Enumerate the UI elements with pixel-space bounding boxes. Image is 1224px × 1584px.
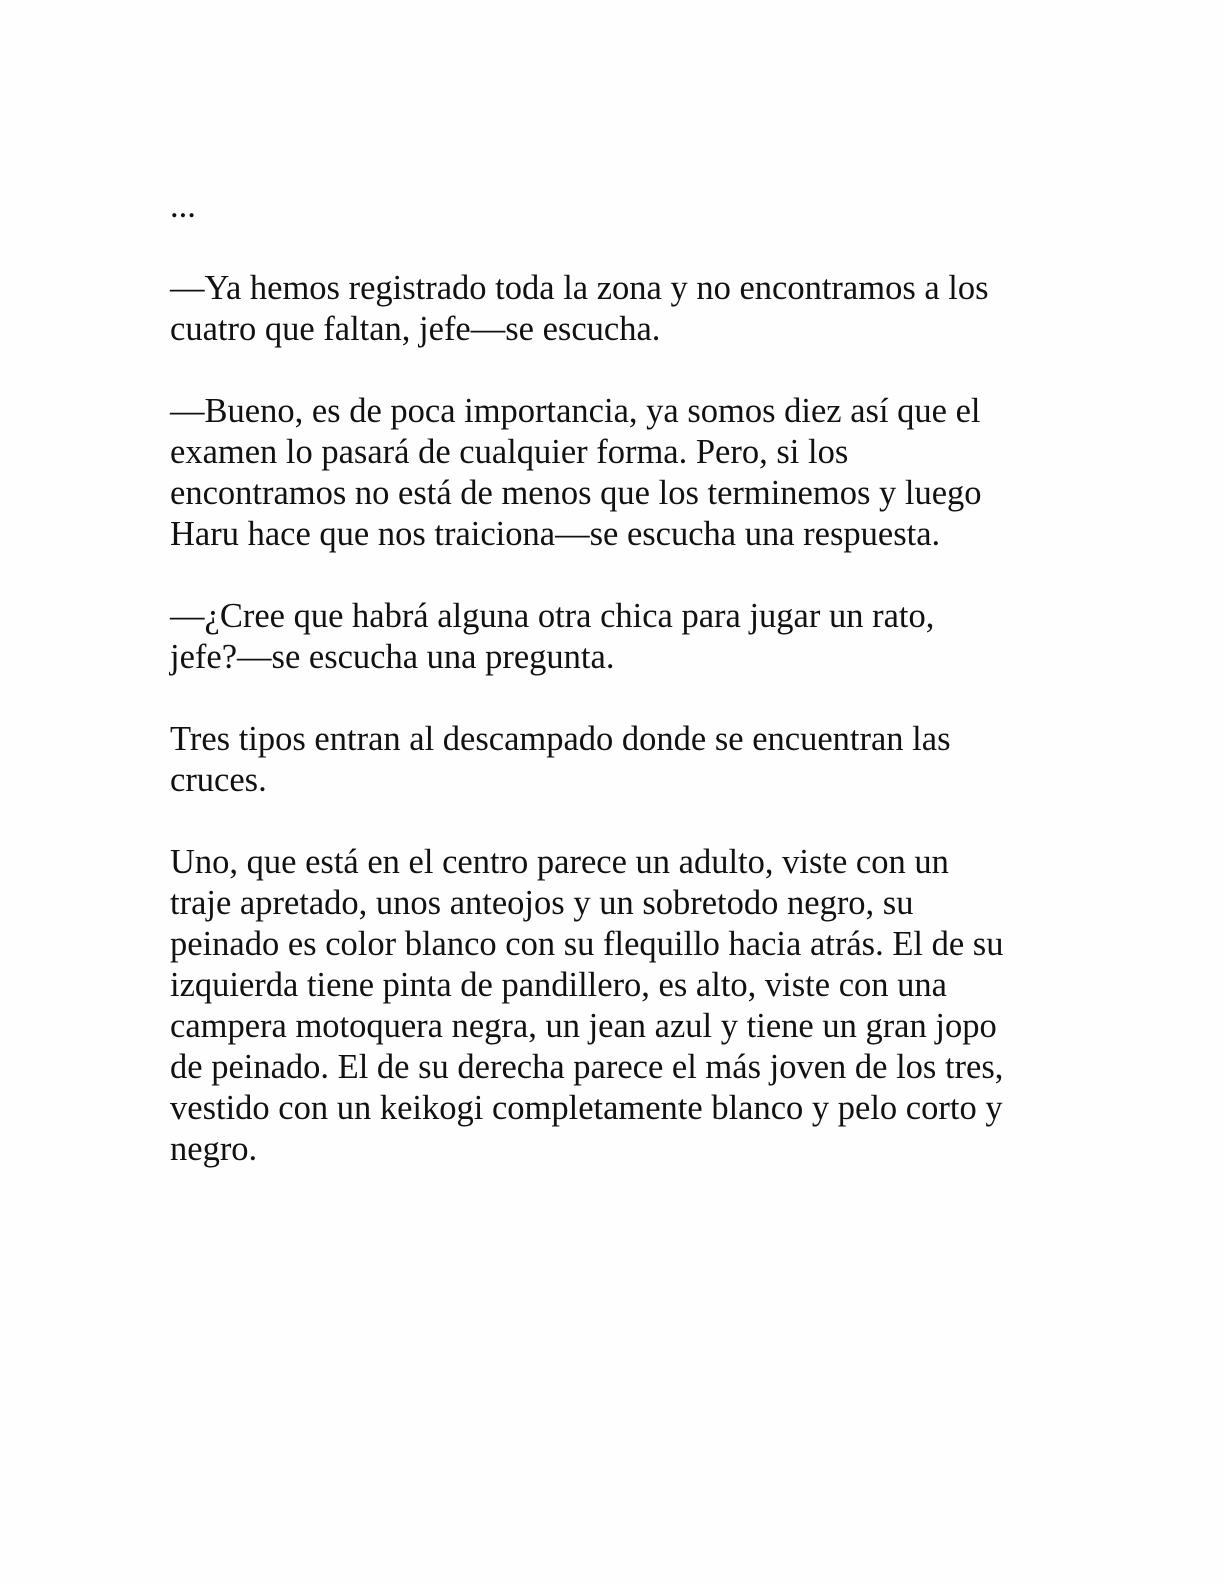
paragraph-dialogue-3 <box>170 596 1050 678</box>
text-line: jefe?—se escucha una pregunta. <box>170 638 615 676</box>
text-line: cruces. <box>170 761 267 799</box>
text-line: Uno, que está en el centro parece un adulto, viste con un <box>170 843 949 881</box>
text-line: ... <box>170 187 196 225</box>
paragraph-narration-2 <box>170 842 1050 1170</box>
text-line: —Bueno, es de poca importancia, ya somos diez así que el <box>170 392 981 430</box>
paragraph-narration-1 <box>170 719 1050 801</box>
text-line: examen lo pasará de cualquier forma. Pero, si los <box>170 433 849 471</box>
text-line: Haru hace que nos traiciona—se escucha una respuesta. <box>170 515 941 553</box>
body-text <box>170 186 1050 1211</box>
text-line: peinado es color blanco con su flequillo hacia atrás. El de su <box>170 925 1004 963</box>
text-line: de peinado. El de su derecha parece el más joven de los tres, <box>170 1048 1004 1086</box>
paragraph-dialogue-2 <box>170 391 1050 555</box>
text-line: traje apretado, unos anteojos y un sobretodo negro, su <box>170 884 914 922</box>
text-line: negro. <box>170 1130 258 1168</box>
text-line: Tres tipos entran al descampado donde se encuentran las <box>170 720 951 758</box>
text-line: —Ya hemos registrado toda la zona y no encontramos a los <box>170 269 989 307</box>
text-line: vestido con un keikogi completamente blanco y pelo corto y <box>170 1089 1003 1127</box>
paragraph-dialogue-1 <box>170 268 1050 350</box>
text-line: izquierda tiene pinta de pandillero, es alto, viste con una <box>170 966 947 1004</box>
text-line: cuatro que faltan, jefe—se escucha. <box>170 310 661 348</box>
text-line: —¿Cree que habrá alguna otra chica para jugar un rato, <box>170 597 935 635</box>
paragraph-ellipsis <box>170 186 1050 227</box>
text-line: encontramos no está de menos que los terminemos y luego <box>170 474 982 512</box>
text-line: campera motoquera negra, un jean azul y tiene un gran jopo <box>170 1007 997 1045</box>
